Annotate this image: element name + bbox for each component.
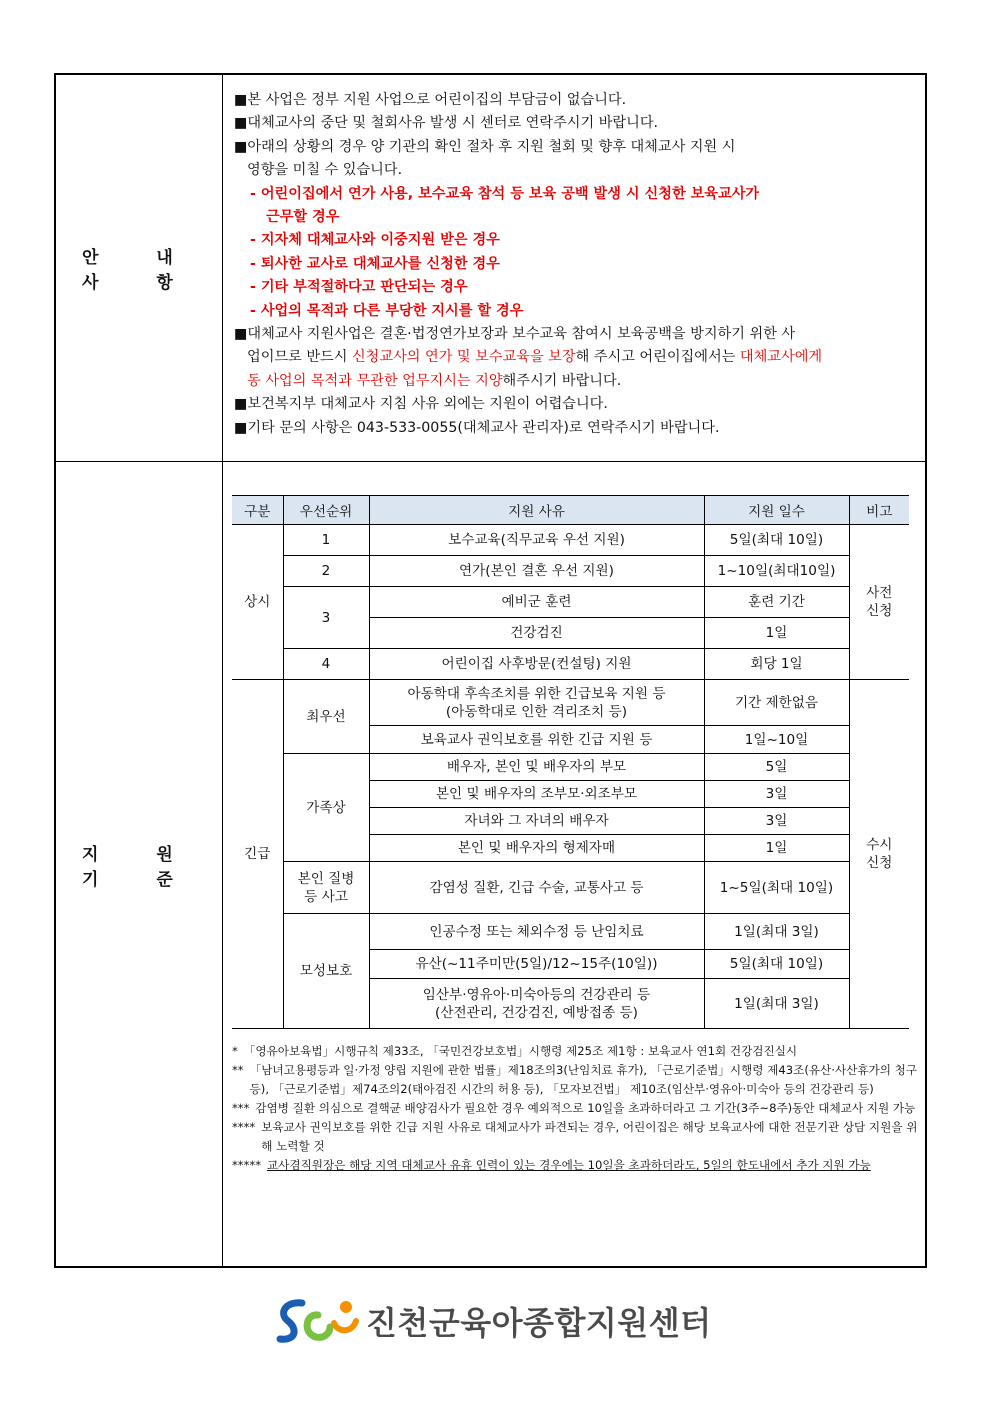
footnote-text: 「영유아보육법」시행규칙 제33조, 「국민건강보호법」시행령 제25조 제1항 : 보육교사 연1회 건강검진실시: [243, 1044, 798, 1058]
notice-red-item: - 지자체 대체교사와 이중지원 받은 경우: [250, 232, 500, 249]
days-cell: 훈련 기간: [704, 587, 849, 618]
notice-content: [234, 89, 924, 440]
footnote-text: 교사겸직원장은 해당 지역 대체교사 유휴 인력이 있는 경우에는 10일을 초과하더라도, 5일의 한도내에서 추가 지원 가능: [266, 1158, 871, 1172]
notice-item: ■아래의 상황의 경우 양 기관의 확인 절차 후 지원 철회 및 향후 대체교사 지원 시: [234, 138, 736, 155]
criteria-table: [232, 495, 909, 1029]
footnote-mark: **: [232, 1063, 244, 1077]
footnote: [232, 1042, 922, 1061]
footnote: [232, 1061, 922, 1099]
days-cell: 5일: [704, 754, 849, 781]
notice-red-item: - 어린이집에서 연가 사용, 보수교육 참석 등 보육 공백 발생 시 신청한 보육교사가: [250, 185, 760, 202]
reason-cell: 인공수정 또는 체외수정 등 난임치료: [369, 914, 704, 950]
criteria-section: [56, 462, 925, 1268]
header-priority: 우선순위: [283, 496, 369, 525]
days-cell: 1일: [704, 835, 849, 862]
reason-cell: 연가(본인 결혼 우선 지원): [369, 556, 704, 587]
notice-text: 해 주시고 어린이집에서는: [575, 349, 740, 366]
footnote-mark: *: [232, 1044, 238, 1058]
reason-cell: 건강검진: [369, 618, 704, 649]
footnote-mark: *****: [232, 1158, 261, 1172]
priority-cell: 1: [283, 525, 369, 556]
footnote-text: 감염병 질환 의심으로 결핵균 배양검사가 필요한 경우 예외적으로 10일을 초과하더라고 그 기간(3주~8주)동안 대체교사 지원 가능: [255, 1101, 916, 1115]
table-row: [232, 525, 909, 556]
reason-cell: 배우자, 본인 및 배우자의 부모: [369, 754, 704, 781]
reason-cell: 임산부·영유아·미숙아등의 건강관리 등 (산전관리, 건강검진, 예방접종 등): [369, 979, 704, 1029]
days-cell: 1일: [704, 618, 849, 649]
notice-item: ■보건복지부 대체교사 지침 사유 외에는 지원이 어렵습니다.: [234, 396, 608, 413]
priority-cell: 2: [283, 556, 369, 587]
notice-red-item: - 퇴사한 교사로 대체교사를 신청한 경우: [250, 255, 500, 272]
priority-cell: 3: [283, 587, 369, 649]
days-cell: 1일~10일: [704, 726, 849, 754]
notice-label: 안 내 사 항: [82, 248, 199, 293]
reason-cell: 보육교사 권익보호를 위한 긴급 지원 등: [369, 726, 704, 754]
notice-red-item: - 사업의 목적과 다른 부당한 지시를 할 경우: [250, 302, 524, 319]
criteria-label: 지 원 기 준: [82, 845, 199, 890]
notice-item-line: [234, 370, 924, 393]
footnote-text: 보육교사 권익보호를 위한 긴급 지원 사유로 대체교사가 파견되는 경우, 어린이집은 해당 보육교사에 대한 전문기관 상담 지원을 위해 노력할 것: [261, 1120, 918, 1153]
days-cell: 3일: [704, 781, 849, 808]
days-cell: 1~10일(최대10일): [704, 556, 849, 587]
document-frame: [54, 73, 927, 1268]
criteria-label-cell: [56, 462, 223, 1268]
table-row: [232, 914, 909, 950]
notice-section: [56, 75, 925, 462]
header-reason: 지원 사유: [369, 496, 704, 525]
notice-label-cell: [56, 75, 223, 461]
footnote-text: 「남녀고용평등과 일·가정 양립 지원에 관한 법률」제18조의3(난임치료 휴가), 「근로기준법」시행령 제43조(유산·사산휴가의 청구 등), 「근로기준법」제74조의2(태아검진 시간의 허용 등), 「모자보건법」 제10조(임산부·영유아·미숙아 등의 건강관리 등): [249, 1063, 918, 1096]
table-row: [232, 680, 909, 726]
header-note: 비고: [849, 496, 909, 525]
days-cell: 1일(최대 3일): [704, 979, 849, 1029]
group-urgent: 긴급: [232, 680, 283, 1029]
notice-item: 영향을 미칠 수 있습니다.: [247, 162, 403, 179]
notice-item: ■기타 문의 사항은 043-533-0055(대체교사 관리자)로 연락주시기 바랍니다.: [234, 419, 720, 436]
footnote: [232, 1118, 922, 1156]
table-row: [232, 862, 909, 914]
reason-cell: 감염성 질환, 긴급 수술, 교통사고 등: [369, 862, 704, 914]
table-row: [232, 556, 909, 587]
org-name: 진천군육아종합지원센터: [366, 1304, 712, 1342]
notice-text: 해주시기 바랍니다.: [502, 372, 622, 389]
notice-red-item: - 기타 부적절하다고 판단되는 경우: [250, 279, 468, 296]
priority-cell: 가족상: [283, 754, 369, 862]
notice-item: ■대체교사 지원사업은 결혼·법정연가보장과 보수교육 참여시 보육공백을 방지하기 위한 사: [234, 326, 796, 343]
reason-cell: 자녀와 그 자녀의 배우자: [369, 808, 704, 835]
notice-text: 업이므로 반드시: [247, 349, 352, 366]
footer-logo: [272, 1293, 732, 1349]
note-regular: 사전 신청: [849, 525, 909, 680]
reason-cell: 유산(~11주미만(5일)/12~15주(10일)): [369, 950, 704, 979]
notice-highlight: 신청교사의 연가 및 보수교육을 보장: [351, 349, 576, 366]
header-group: 구분: [232, 496, 283, 525]
days-cell: 1~5일(최대 10일): [704, 862, 849, 914]
days-cell: 3일: [704, 808, 849, 835]
priority-cell: 최우선: [283, 680, 369, 754]
notice-highlight: 동 사업의 목적과 무관한 업무지시는 지양: [247, 372, 503, 389]
days-cell: 1일(최대 3일): [704, 914, 849, 950]
footnote-mark: ****: [232, 1120, 256, 1134]
group-regular: 상시: [232, 525, 283, 680]
notice-red-item: 근무할 경우: [266, 209, 340, 226]
table-row: [232, 649, 909, 680]
note-urgent: 수시 신청: [849, 680, 909, 1029]
priority-cell: 4: [283, 649, 369, 680]
footnote-mark: ***: [232, 1101, 250, 1115]
table-header-row: [232, 496, 909, 525]
table-row: [232, 587, 909, 618]
days-cell: 기간 제한없음: [704, 680, 849, 726]
days-cell: 5일(최대 10일): [704, 525, 849, 556]
reason-cell: 보수교육(직무교육 우선 지원): [369, 525, 704, 556]
notice-highlight: 대체교사에게: [739, 349, 823, 366]
footnotes: [232, 1042, 922, 1175]
reason-cell: 본인 및 배우자의 조부모·외조부모: [369, 781, 704, 808]
notice-item: ■대체교사의 중단 및 철회사유 발생 시 센터로 연락주시기 바랍니다.: [234, 115, 659, 132]
notice-item: ■본 사업은 정부 지원 사업으로 어린이집의 부담금이 없습니다.: [234, 92, 627, 108]
notice-item-line: [234, 346, 924, 369]
priority-cell: 본인 질병 등 사고: [283, 862, 369, 914]
reason-cell: 예비군 훈련: [369, 587, 704, 618]
reason-cell: 본인 및 배우자의 형제자매: [369, 835, 704, 862]
days-cell: 5일(최대 10일): [704, 950, 849, 979]
criteria-table-wrap: [232, 495, 909, 1029]
center-logo-icon: [272, 1293, 362, 1349]
footnote: [232, 1099, 922, 1118]
footnote: [232, 1156, 922, 1175]
priority-cell: 모성보호: [283, 914, 369, 1029]
reason-cell: 아동학대 후속조치를 위한 긴급보육 지원 등 (아동학대로 인한 격리조치 등): [369, 680, 704, 726]
days-cell: 회당 1일: [704, 649, 849, 680]
header-days: 지원 일수: [704, 496, 849, 525]
table-row: [232, 754, 909, 781]
reason-cell: 어린이집 사후방문(컨설팅) 지원: [369, 649, 704, 680]
